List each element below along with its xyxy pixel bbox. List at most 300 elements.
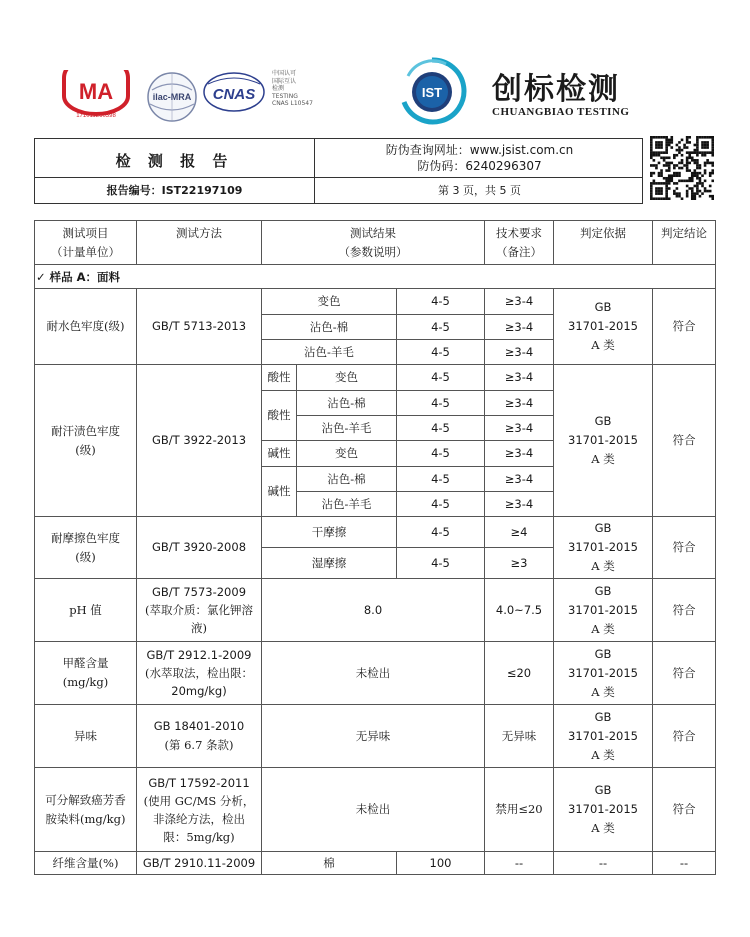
qr-module xyxy=(650,139,653,142)
qr-module xyxy=(658,197,661,200)
qr-module xyxy=(660,172,663,175)
qr-module xyxy=(683,144,686,147)
qr-module xyxy=(665,139,668,142)
row-water-basis: GB 31701-2015 A 类 xyxy=(568,300,638,352)
qr-module xyxy=(660,151,663,154)
row-amine-method: GB/T 17592-2011 (使用 GC/MS 分析， 非涤纶方法，检出 限：5mg/kg) xyxy=(143,775,255,844)
qr-module xyxy=(668,167,671,170)
qr-module xyxy=(673,164,676,167)
row-amine-req: 禁用≤20 xyxy=(495,802,543,816)
qr-module xyxy=(706,151,709,154)
report-number: 报告编号：IST22197109 xyxy=(106,184,243,197)
qr-module xyxy=(673,167,676,170)
qr-module xyxy=(711,146,714,149)
row-ph-item: pH 值 xyxy=(69,602,102,617)
qr-module xyxy=(673,192,676,195)
qr-module xyxy=(704,146,707,149)
qr-module xyxy=(696,174,699,177)
qr-module xyxy=(676,154,679,157)
row-rubbing-sub-value: 4-5 xyxy=(431,524,450,539)
sample-label: ✓ 样品 A：面料 xyxy=(36,270,121,284)
qr-module xyxy=(709,185,712,188)
qr-module xyxy=(701,182,704,185)
qr-module xyxy=(696,149,699,152)
qr-module xyxy=(655,141,658,144)
qr-module xyxy=(696,177,699,180)
qr-module xyxy=(704,169,707,172)
qr-module xyxy=(711,195,714,198)
row-perspiration-method: GB/T 3922-2013 xyxy=(151,433,247,447)
qr-module xyxy=(658,151,661,154)
qr-module xyxy=(688,136,691,139)
row-odour-conclusion: 符合 xyxy=(672,728,696,743)
qr-module xyxy=(670,177,673,180)
qr-module xyxy=(699,195,702,198)
qr-module xyxy=(655,167,658,170)
qr-module xyxy=(665,185,668,188)
qr-module xyxy=(665,151,668,154)
qr-module xyxy=(711,141,714,144)
qr-module xyxy=(681,159,684,162)
row-amine-result: 未检出 xyxy=(355,802,391,816)
qr-module xyxy=(673,154,676,157)
qr-module xyxy=(670,180,673,183)
qr-module xyxy=(699,151,702,154)
row-formaldehyde-item: 甲醛含量 (mg/kg) xyxy=(62,656,109,689)
cnas-logo xyxy=(202,70,266,114)
qr-module xyxy=(673,156,676,159)
qr-module xyxy=(694,151,697,154)
qr-module xyxy=(660,174,663,177)
row-fibre-value: 100 xyxy=(429,856,452,870)
qr-module xyxy=(660,144,663,147)
qr-module xyxy=(694,174,697,177)
qr-module xyxy=(696,146,699,149)
qr-module xyxy=(706,159,709,162)
qr-module xyxy=(673,172,676,175)
qr-module xyxy=(688,180,691,183)
qr-module xyxy=(653,151,656,154)
qr-module xyxy=(696,167,699,170)
qr-module xyxy=(658,154,661,157)
qr-module xyxy=(686,146,689,149)
row-perspiration-sub-label: 沾色-羊毛 xyxy=(321,420,372,435)
qr-module xyxy=(650,182,653,185)
qr-module xyxy=(650,192,653,195)
qr-module xyxy=(696,154,699,157)
qr-module xyxy=(696,164,699,167)
row-perspiration-basis: GB 31701-2015 A 类 xyxy=(568,414,638,466)
ilac-logo-text: ilac-MRA xyxy=(152,92,192,102)
qr-module xyxy=(658,190,661,193)
qr-module xyxy=(711,162,714,165)
row-perspiration-sub-req: ≥3-4 xyxy=(504,496,534,511)
qr-module xyxy=(696,190,699,193)
qr-module xyxy=(711,144,714,147)
row-perspiration-group: 碱性 xyxy=(267,484,291,498)
company-english-name: CHUANGBIAO TESTING xyxy=(492,106,630,118)
qr-module xyxy=(694,172,697,175)
qr-module xyxy=(704,162,707,165)
qr-module xyxy=(694,144,697,147)
qr-module xyxy=(650,156,653,159)
qr-module xyxy=(678,151,681,154)
qr-module xyxy=(658,141,661,144)
qr-module xyxy=(711,154,714,157)
row-perspiration-item: 耐汗渍色牢度 (级) xyxy=(51,423,120,457)
qr-module xyxy=(699,190,702,193)
qr-module xyxy=(688,154,691,157)
ist-logo xyxy=(396,56,468,126)
qr-module xyxy=(681,197,684,200)
ist-logo-text: IST xyxy=(421,85,443,100)
row-odour-req: 无异味 xyxy=(501,728,537,743)
qr-module xyxy=(704,180,707,183)
row-formaldehyde-result: 未检出 xyxy=(355,665,391,680)
qr-module xyxy=(711,164,714,167)
qr-module xyxy=(694,197,697,200)
qr-module xyxy=(658,172,661,175)
row-rubbing-sub-value: 4-5 xyxy=(431,555,450,570)
row-water-sub-req: ≥3-4 xyxy=(504,344,534,359)
qr-module xyxy=(668,169,671,172)
qr-module xyxy=(709,162,712,165)
qr-module xyxy=(660,197,663,200)
qr-module xyxy=(653,136,656,139)
page-indicator: 第 3 页，共 5 页 xyxy=(438,184,521,197)
qr-module xyxy=(660,192,663,195)
qr-module xyxy=(691,174,694,177)
row-water-sub-value: 4-5 xyxy=(431,294,450,308)
qr-module xyxy=(668,177,671,180)
qr-module xyxy=(655,146,658,149)
qr-module xyxy=(686,190,689,193)
qr-module xyxy=(670,162,673,165)
qr-module xyxy=(688,162,691,165)
qr-module xyxy=(691,197,694,200)
qr-module xyxy=(650,149,653,152)
qr-module xyxy=(668,187,671,190)
row-rubbing-item: 耐摩擦色牢度 (级) xyxy=(51,530,120,564)
qr-module xyxy=(691,180,694,183)
qr-module xyxy=(706,162,709,165)
anti-fake-url: 防伪查询网址：www.jsist.com.cn xyxy=(385,143,574,157)
cnas-logo-text: CNAS xyxy=(212,86,256,103)
qr-module xyxy=(658,162,661,165)
row-amine-item: 可分解致癌芳香 胺染料(mg/kg) xyxy=(45,792,126,826)
qr-module xyxy=(663,164,666,167)
qr-module xyxy=(658,192,661,195)
qr-module xyxy=(676,172,679,175)
qr-module xyxy=(699,172,702,175)
qr-module xyxy=(686,169,689,172)
row-rubbing-basis: GB 31701-2015 A 类 xyxy=(568,521,638,573)
qr-module xyxy=(670,174,673,177)
row-water-item: 耐水色牢度(级) xyxy=(46,319,125,333)
qr-module xyxy=(665,164,668,167)
qr-module xyxy=(709,195,712,198)
qr-module xyxy=(699,136,702,139)
qr-module xyxy=(658,144,661,147)
qr-module xyxy=(660,146,663,149)
qr-module xyxy=(650,154,653,157)
qr-module xyxy=(691,151,694,154)
cma-logo-text: MA xyxy=(78,79,114,104)
qr-module xyxy=(650,141,653,144)
qr-module xyxy=(665,149,668,152)
qr-module xyxy=(653,197,656,200)
qr-module xyxy=(653,154,656,157)
qr-module xyxy=(665,192,668,195)
row-rubbing-sub-req: ≥4 xyxy=(510,524,528,539)
qr-module xyxy=(676,149,679,152)
qr-module xyxy=(663,177,666,180)
qr-module xyxy=(691,156,694,159)
row-perspiration-sub-label: 沾色-羊毛 xyxy=(321,496,372,511)
qr-module xyxy=(711,136,714,139)
row-odour-result: 无异味 xyxy=(355,728,391,743)
qr-module xyxy=(650,136,653,139)
qr-module xyxy=(678,141,681,144)
qr-module xyxy=(701,151,704,154)
row-water-sub-label: 沾色-棉 xyxy=(309,319,349,334)
row-water-sub-req: ≥3-4 xyxy=(504,294,534,308)
qr-module xyxy=(701,192,704,195)
qr-module xyxy=(686,195,689,198)
row-perspiration-sub-label: 沾色-棉 xyxy=(327,395,366,410)
row-formaldehyde-conclusion: 符合 xyxy=(672,665,696,680)
qr-module xyxy=(665,162,668,165)
qr-module xyxy=(701,144,704,147)
qr-module xyxy=(686,192,689,195)
qr-module xyxy=(668,197,671,200)
qr-module xyxy=(670,139,673,142)
qr-module xyxy=(668,164,671,167)
qr-module xyxy=(665,144,668,147)
row-perspiration-sub-label: 沾色-棉 xyxy=(327,471,366,486)
column-header-basis: 判定依据 xyxy=(580,226,626,240)
qr-module xyxy=(686,167,689,170)
qr-module xyxy=(706,136,709,139)
qr-module xyxy=(668,156,671,159)
row-perspiration-group: 酸性 xyxy=(267,408,291,422)
qr-module xyxy=(668,139,671,142)
qr-module xyxy=(660,136,663,139)
qr-module xyxy=(696,139,699,142)
qr-module xyxy=(704,144,707,147)
qr-module xyxy=(711,169,714,172)
qr-module xyxy=(709,172,712,175)
qr-module xyxy=(650,144,653,147)
ilac-mra-logo xyxy=(144,70,200,124)
qr-module xyxy=(673,174,676,177)
qr-module xyxy=(658,146,661,149)
qr-module xyxy=(706,141,709,144)
qr-module xyxy=(668,162,671,165)
qr-module xyxy=(691,192,694,195)
row-fibre-basis: -- xyxy=(598,856,608,870)
qr-module xyxy=(686,139,689,142)
column-header-requirement: 技术要求 （备注） xyxy=(496,225,542,259)
qr-module xyxy=(650,195,653,198)
qr-module xyxy=(660,182,663,185)
qr-module xyxy=(665,169,668,172)
qr-module xyxy=(688,187,691,190)
qr-module xyxy=(688,151,691,154)
qr-module xyxy=(688,177,691,180)
row-rubbing-sub-req: ≥3 xyxy=(510,555,528,570)
qr-module xyxy=(655,144,658,147)
row-ph-method: GB/T 7573-2009 (萃取介质：氯化钾溶 液) xyxy=(145,585,253,635)
qr-module xyxy=(686,159,689,162)
qr-module xyxy=(663,197,666,200)
qr-module xyxy=(711,139,714,142)
qr-module xyxy=(711,149,714,152)
row-perspiration-group: 碱性 xyxy=(267,446,291,460)
qr-module xyxy=(696,182,699,185)
qr-module xyxy=(665,136,668,139)
qr-module xyxy=(696,187,699,190)
row-odour-item: 异味 xyxy=(74,728,97,743)
qr-module xyxy=(670,146,673,149)
qr-module xyxy=(655,190,658,193)
row-water-sub-label: 变色 xyxy=(317,294,341,308)
qr-module xyxy=(686,162,689,165)
column-header-method: 测试方法 xyxy=(176,226,222,240)
qr-module xyxy=(655,192,658,195)
qr-module xyxy=(655,154,658,157)
qr-module xyxy=(676,144,679,147)
qr-module xyxy=(696,141,699,144)
qr-module xyxy=(653,180,656,183)
qr-module xyxy=(678,149,681,152)
qr-module xyxy=(686,180,689,183)
qr-module xyxy=(709,136,712,139)
row-odour-method: GB 18401-2010 (第 6.7 条款) xyxy=(153,719,245,752)
qr-module xyxy=(696,136,699,139)
qr-module xyxy=(699,164,702,167)
qr-module xyxy=(660,190,663,193)
qr-module xyxy=(686,136,689,139)
qr-module xyxy=(658,174,661,177)
qr-module xyxy=(668,180,671,183)
row-formaldehyde-method: GB/T 2912.1-2009 (水萃取法，检出限： 20mg/kg) xyxy=(145,648,253,698)
qr-module xyxy=(655,197,658,200)
qr-module xyxy=(663,151,666,154)
qr-module xyxy=(686,156,689,159)
qr-module xyxy=(699,180,702,183)
report-header-box xyxy=(34,138,643,204)
qr-module xyxy=(653,159,656,162)
qr-module xyxy=(668,141,671,144)
qr-module xyxy=(704,172,707,175)
qr-module xyxy=(663,136,666,139)
qr-module xyxy=(704,154,707,157)
qr-module xyxy=(701,185,704,188)
row-perspiration-sub-value: 4-5 xyxy=(431,395,450,410)
qr-module xyxy=(704,187,707,190)
qr-module xyxy=(650,187,653,190)
qr-module xyxy=(665,195,668,198)
qr-module xyxy=(691,187,694,190)
cma-logo-number: 171011260398 xyxy=(76,113,116,119)
qr-module xyxy=(665,182,668,185)
qr-module xyxy=(650,174,653,177)
qr-module xyxy=(665,146,668,149)
row-water-sub-value: 4-5 xyxy=(431,344,450,359)
qr-module xyxy=(694,162,697,165)
qr-module xyxy=(658,182,661,185)
qr-module xyxy=(655,164,658,167)
qr-module xyxy=(696,185,699,188)
qr-module xyxy=(686,164,689,167)
qr-module xyxy=(673,182,676,185)
qr-module xyxy=(709,174,712,177)
qr-module xyxy=(676,187,679,190)
row-perspiration-group: 酸性 xyxy=(267,370,291,384)
qr-module xyxy=(678,146,681,149)
qr-module xyxy=(653,172,656,175)
row-amine-basis: GB 31701-2015 A 类 xyxy=(568,783,638,835)
qr-module xyxy=(681,149,684,152)
qr-module xyxy=(704,151,707,154)
row-water-sub-req: ≥3-4 xyxy=(504,319,534,334)
qr-module xyxy=(688,169,691,172)
qr-module xyxy=(665,187,668,190)
qr-module xyxy=(711,172,714,175)
qr-module xyxy=(655,136,658,139)
qr-module xyxy=(668,144,671,147)
qr-module xyxy=(706,190,709,193)
qr-module xyxy=(691,195,694,198)
report-title: 检 测 报 告 xyxy=(115,152,234,170)
row-amine-conclusion: 符合 xyxy=(672,802,696,816)
anti-fake-code: 防伪码：6240296307 xyxy=(417,159,542,173)
qr-module xyxy=(704,164,707,167)
qr-module xyxy=(665,180,668,183)
qr-module xyxy=(655,151,658,154)
qr-module xyxy=(678,162,681,165)
row-ph-basis: GB 31701-2015 A 类 xyxy=(568,583,638,636)
row-ph-conclusion: 符合 xyxy=(672,602,696,617)
row-perspiration-sub-label: 变色 xyxy=(335,370,358,384)
qr-module xyxy=(678,174,681,177)
row-formaldehyde-basis: GB 31701-2015 A 类 xyxy=(568,646,638,699)
qr-module xyxy=(694,195,697,198)
qr-module xyxy=(660,141,663,144)
row-odour-basis: GB 31701-2015 A 类 xyxy=(568,709,638,762)
qr-module xyxy=(699,182,702,185)
qr-module xyxy=(711,151,714,154)
qr-module xyxy=(709,190,712,193)
row-perspiration-sub-value: 4-5 xyxy=(431,496,450,511)
qr-code[interactable] xyxy=(650,136,714,200)
qr-module xyxy=(650,151,653,154)
qr-module xyxy=(696,144,699,147)
qr-module xyxy=(688,156,691,159)
qr-module xyxy=(701,154,704,157)
qr-module xyxy=(683,180,686,183)
row-fibre-req: -- xyxy=(514,856,524,870)
qr-module xyxy=(665,141,668,144)
qr-module xyxy=(665,156,668,159)
row-water-sub-label: 沾色-羊毛 xyxy=(304,344,354,359)
qr-module xyxy=(701,141,704,144)
qr-module xyxy=(676,182,679,185)
qr-module xyxy=(694,149,697,152)
qr-module xyxy=(668,182,671,185)
qr-module xyxy=(650,185,653,188)
